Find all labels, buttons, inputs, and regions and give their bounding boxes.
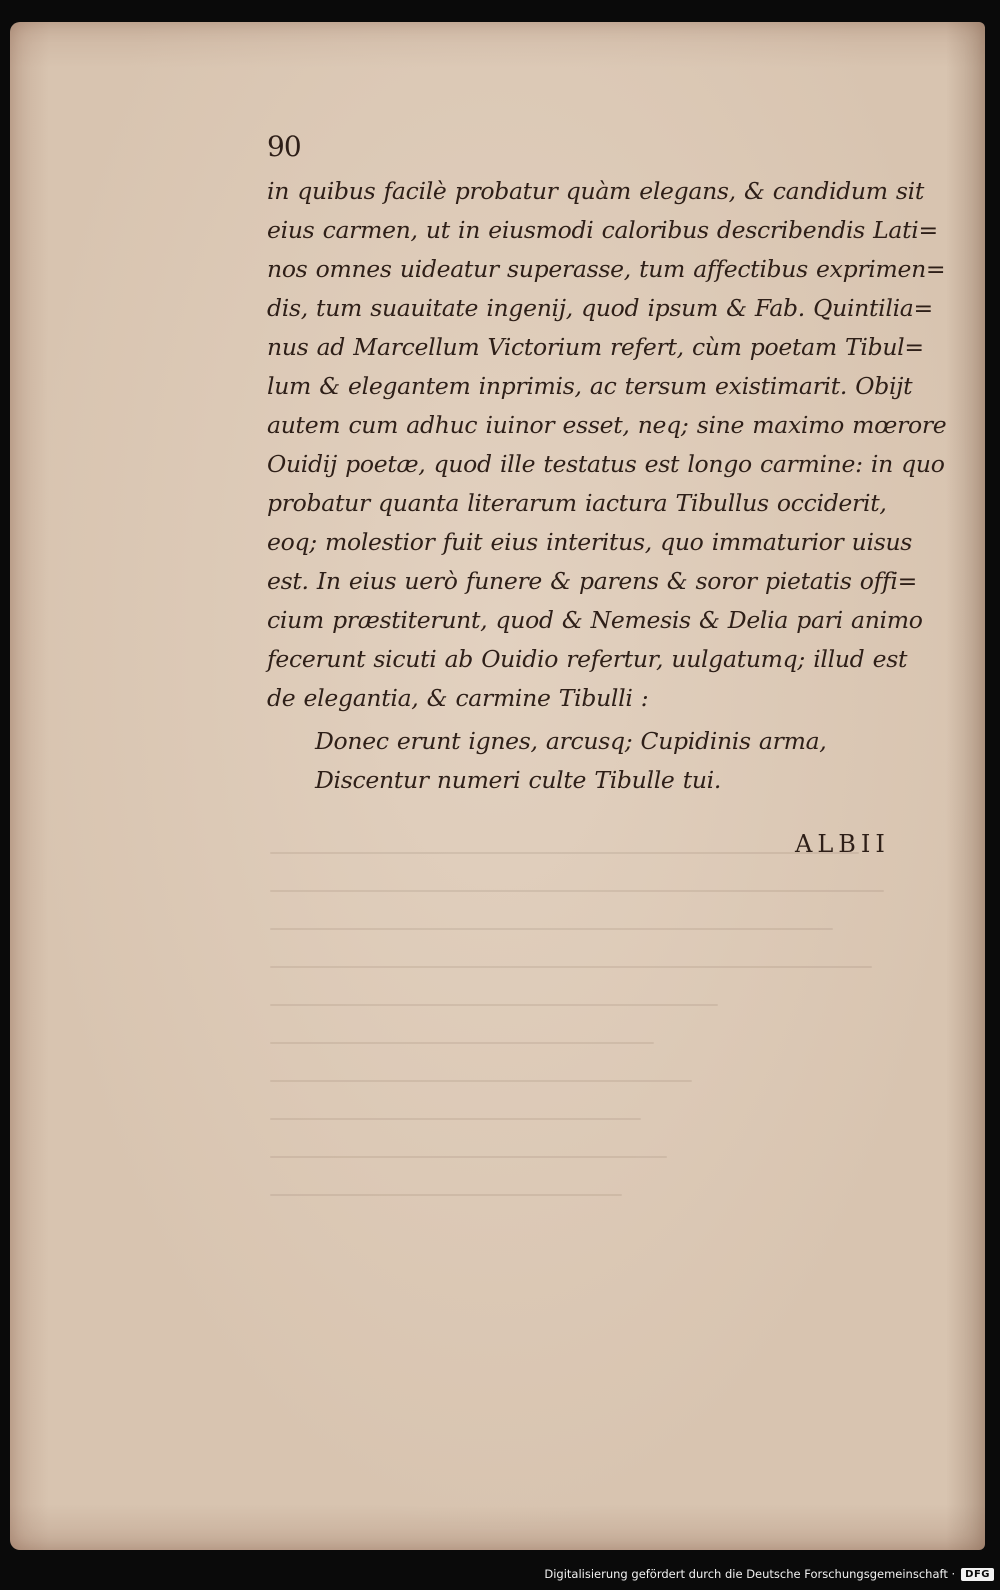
- text-line: nus ad Marcellum Victorium refert, cùm poetam Tibul=: [267, 333, 924, 361]
- text-line: eius carmen, ut in eiusmodi caloribus describendis Lati=: [267, 216, 938, 244]
- verse-line: Donec erunt ignes, arcusq; Cupidinis arma,: [315, 727, 827, 755]
- text-line: nos omnes uideatur superasse, tum affectibus exprimen=: [267, 255, 946, 283]
- prose-text: [267, 172, 947, 718]
- page-number: 90: [267, 130, 301, 163]
- text-line: lum & elegantem inprimis, ac tersum existimarit. Obijt: [267, 372, 913, 400]
- text-line: eoq; molestior fuit eius interitus, quo immaturior uisus: [267, 528, 913, 556]
- catchword: ALBII: [795, 830, 890, 858]
- digitization-footer: [544, 1563, 994, 1585]
- text-line: in quibus facilè probatur quàm elegans, & candidum sit: [267, 177, 925, 205]
- verse-quotation: [315, 722, 875, 800]
- dfg-logo: DFG: [961, 1568, 994, 1581]
- text-line: est. In eius uerò funere & parens & soror pietatis offi=: [267, 567, 917, 595]
- text-line: cium præstiterunt, quod & Nemesis & Delia pari animo: [267, 606, 923, 634]
- text-line: Ouidij poetæ, quod ille testatus est longo carmine: in quo: [267, 450, 945, 478]
- text-line: probatur quanta literarum iactura Tibullus occiderit,: [267, 489, 887, 517]
- show-through-text: [270, 852, 910, 1332]
- book-page: [10, 22, 985, 1550]
- text-line: fecerunt sicuti ab Ouidio refertur, uulgatumq; illud est: [267, 645, 908, 673]
- verse-line: Discentur numeri culte Tibulle tui.: [315, 766, 722, 794]
- text-line: autem cum adhuc iuinor esset, neq; sine maximo mœrore: [267, 411, 947, 439]
- funding-credit: Digitalisierung gefördert durch die Deutsche Forschungsgemeinschaft ·: [544, 1567, 956, 1581]
- text-line: dis, tum suauitate ingenij, quod ipsum & Fab. Quintilia=: [267, 294, 933, 322]
- text-line: de elegantia, & carmine Tibulli :: [267, 684, 649, 712]
